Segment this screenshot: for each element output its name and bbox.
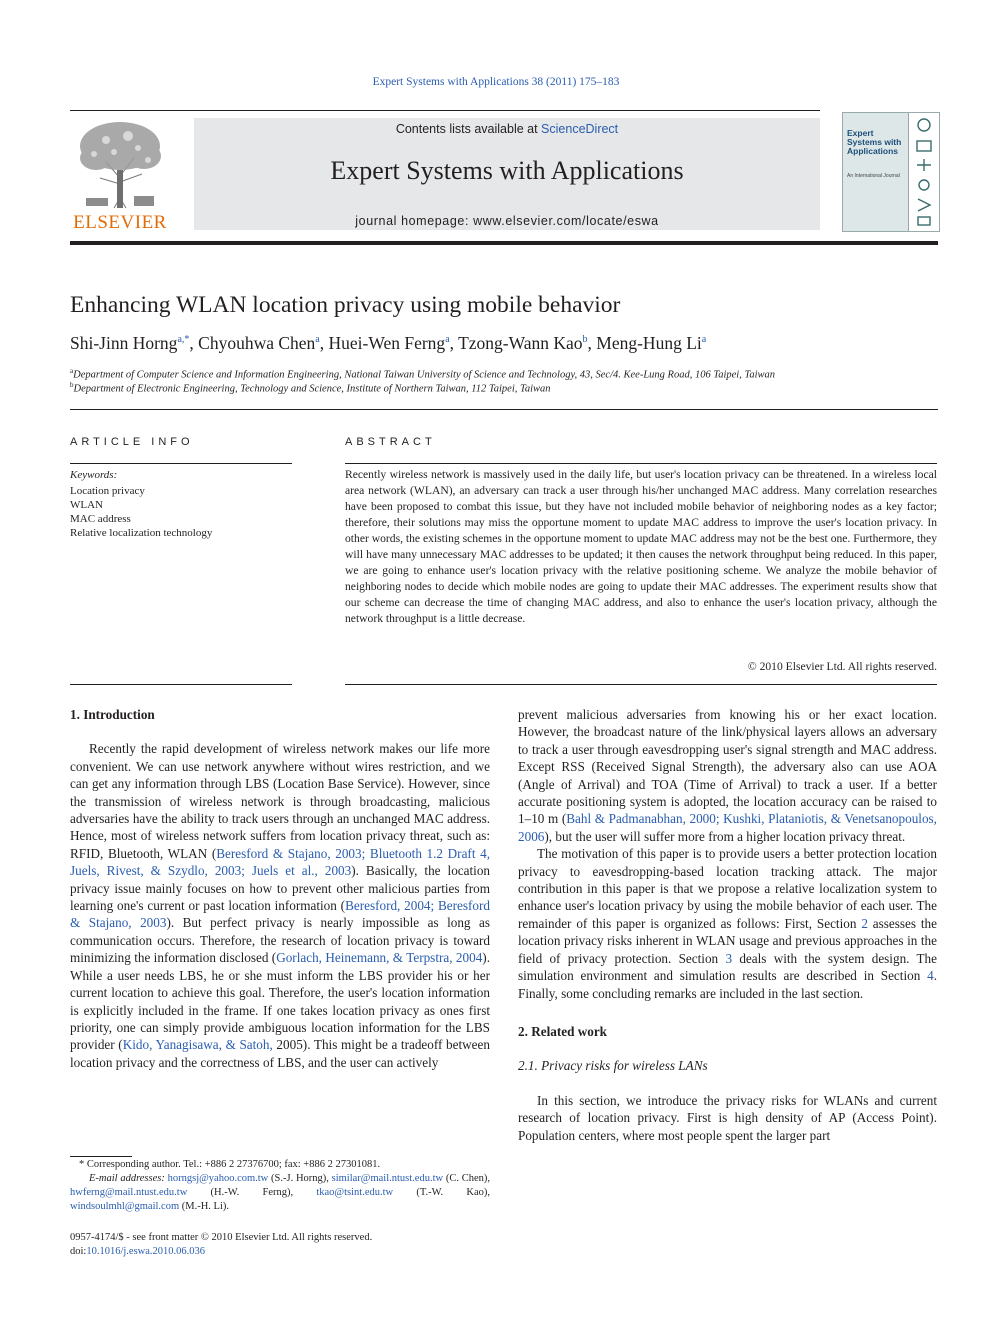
related-paragraph: In this section, we introduce the privacy risks for WLANs and current research of location privacy. First is high density of AP (Access Point). Population centers, where most people spent the larger part — [518, 1092, 937, 1143]
intro-paragraph — [70, 740, 490, 1071]
contents-line — [194, 122, 820, 136]
journal-banner — [194, 118, 820, 230]
divider — [345, 463, 937, 464]
divider — [70, 409, 938, 410]
intro-paragraph — [518, 706, 937, 845]
keyword: Relative localization technology — [70, 527, 213, 539]
header-rule-bottom — [70, 241, 938, 245]
affiliation — [70, 381, 551, 395]
author-name: Tzong-Wann Kao — [458, 333, 583, 353]
author-name: Shi-Jinn Horng — [70, 333, 178, 353]
paragraph-text: assesses the location privacy risks inherent in WLAN usage and previous approaches in the field of privacy protection. Section — [518, 915, 937, 966]
paragraph-text: 2005). This might be a tradeoff between location privacy and the correctness of LBS, and the user can actively — [70, 1037, 490, 1070]
email-owner: (M.-H. Li). — [179, 1201, 229, 1212]
cover-subtitle: An International Journal — [847, 173, 900, 179]
affiliation-text: Department of Electronic Engineering, Technology and Science, Institute of Northern Taiwan, 112 Taipei, Taiwan — [73, 383, 551, 395]
keyword: WLAN — [70, 499, 103, 511]
doi-line — [70, 1245, 490, 1259]
email-addresses — [70, 1172, 490, 1214]
affiliation-mark: a — [70, 367, 74, 375]
email-link[interactable]: horngsj@yahoo.com.tw — [167, 1173, 269, 1184]
issn-line: 0957-4174/$ - see front matter © 2010 Elsevier Ltd. All rights reserved. — [70, 1232, 373, 1243]
journal-cover — [842, 112, 940, 232]
keyword: Location privacy — [70, 485, 145, 497]
email-owner: (S.-J. Horng), — [268, 1173, 332, 1184]
section-heading: 1. Introduction — [70, 707, 155, 722]
sciencedirect-link[interactable]: ScienceDirect — [541, 122, 619, 136]
author-name: Huei-Wen Ferng — [328, 333, 446, 353]
paragraph-text: prevent malicious adversaries from knowing his or her exact location. However, the broadcast nature of the link/physical layers allows an adversary to track a user through eavesdropping user's signal strength and MAC address. Except RSS (Received Signal Strength), the adversary also can use AOA (Angle of Arrival) and TOA (Time of Arrival) to track a user. If a better accurate positioning system is adopted, the location accuracy can be raised to 1–10 m ( — [518, 707, 937, 827]
keywords-label: Keywords: — [70, 469, 118, 481]
journal-name: Expert Systems with Applications — [330, 156, 684, 185]
doi-link[interactable]: 10.1016/j.eswa.2010.06.036 — [86, 1246, 206, 1257]
paragraph-text: ), but the user will suffer more from a higher location privacy threat. — [544, 828, 906, 844]
author-affil-mark[interactable]: a — [445, 334, 450, 346]
abstract-text: Recently wireless network is massively used in the daily life, but user's location privacy can be threatened. In a wireless local area network (WLAN), an adversary can track a user through his/her unchanged MAC address. Many correlation researches have been proposed to combat this issue, but they have not included mobile behavior of neighboring nodes as a key factor; therefore, their solutions may miss the opportune moment to update MAC address to improve the user's location privacy. In other words, the existing schemes in the opportune moment to update MAC address may not be the best one. Furthermore, they will have many unnecessary MAC addresses to be updated; it then causes the network throughput being reduced. In this paper, we are going to enhance user's location privacy with the relative positioning scheme. We analyze the mobile behavior of neighboring nodes to decide which mobile nodes are going to update their MAC addresses. The experiment results show that our scheme can decrease the time of changing MAC address, and also to enhance the user's location privacy, although the network throughput is a little decrease. — [345, 468, 937, 625]
section-heading: 2. Related work — [518, 1023, 608, 1039]
email-link[interactable]: hwferng@mail.ntust.edu.tw — [70, 1187, 188, 1198]
article-info-heading: ARTICLE INFO — [70, 436, 194, 448]
intro-paragraph — [518, 845, 937, 1002]
divider — [70, 684, 292, 685]
author-affil-mark[interactable]: b — [582, 334, 588, 346]
corresponding-author-note: * Corresponding author. Tel.: +886 2 27376700; fax: +886 2 27301081. — [79, 1159, 381, 1170]
divider — [70, 463, 292, 464]
cover-icon-strip — [908, 113, 939, 231]
email-link[interactable]: tkao@tsint.edu.tw — [316, 1187, 394, 1198]
paragraph-text: ). While a user needs LBS, he or she must inform the LBS provider his or her current location to achieve this goal. Therefore, the user's location information is explicitly included in the frame. If one takes location privacy as ones first priority, one can simply provide ambiguous location information for the LBS provider ( — [70, 950, 490, 1053]
citation-link[interactable]: Kido, Yanagisawa, & Satoh, — [122, 1037, 273, 1053]
paragraph-text: ). But perfect privacy is nearly impossible as long as communication occurs. Therefore, the research of location privacy is toward minimizing the information disclosed ( — [70, 915, 490, 966]
affiliation — [70, 367, 775, 381]
section-link[interactable]: 2 — [861, 915, 868, 931]
cover-icons-icon — [909, 113, 939, 231]
elsevier-logo — [70, 118, 170, 236]
elsevier-wordmark: ELSEVIER — [73, 212, 167, 233]
author-affil-mark[interactable]: a,* — [177, 334, 190, 346]
author-list: Shi-Jinn Horng$^{a,*}$, Chyouhwa Chen$^a$, Huei-Wen Ferng$^a$, Tzong-Wann Kao$^b$, Meng-Hung Li$^a$ — [70, 333, 707, 353]
right-column — [518, 706, 937, 1144]
author-name: Chyouhwa Chen — [198, 333, 316, 353]
author-affil-mark[interactable]: a — [701, 334, 707, 346]
email-link[interactable]: similar@mail.ntust.edu.tw — [331, 1173, 444, 1184]
email-owner: (H.-W. Ferng), — [187, 1187, 317, 1198]
abstract-heading: ABSTRACT — [345, 436, 436, 448]
keyword-list — [70, 484, 212, 540]
left-column — [70, 706, 490, 1071]
journal-homepage[interactable]: journal homepage: www.elsevier.com/locate/eswa — [355, 214, 659, 228]
author-affil-mark[interactable]: a — [315, 334, 320, 346]
affiliation-text: Department of Computer Science and Information Engineering, National Taiwan University of Science and Technology, 43, Sec/4. Kee-Lung Road, 106 Taipei, Taiwan — [73, 369, 776, 381]
email-owner: (C. Chen), — [443, 1173, 490, 1184]
citation-link[interactable]: Gorlach, Heinemann, & Terpstra, 2004 — [276, 950, 483, 966]
paragraph-text: . Finally, some concluding remarks are included in the last section. — [518, 968, 937, 1001]
paragraph-text: Recently the rapid development of wireless network makes our life more convenient. We can use network anywhere without wires restriction, and we can get any information through LBS (Location Base Service). However, since the transmission of wireless network is through broadcasting, malicious adversaries have the ability to track users through an unchanged MAC address. Hence, most of wireless network suffers from location privacy threat, such as: RFID, Bluetooth, WLAN ( — [70, 741, 490, 861]
article-title: Enhancing WLAN location privacy using mobile behavior — [70, 292, 621, 318]
footnote-rule — [70, 1156, 132, 1157]
section-link[interactable]: 3 — [725, 950, 733, 966]
divider — [345, 684, 937, 685]
paragraph-text: The motivation of this paper is to provide users a better protection location privacy to eavesdropping-based location tracking attack. The major contribution in this paper is that we propose a relative localization system to enhance user's location privacy by using the mobile behavior of each user. The remainder of this paper is organized as follows: First, Section — [518, 846, 937, 931]
keyword: MAC address — [70, 513, 131, 525]
email-owner: (T.-W. Kao), — [393, 1187, 490, 1198]
elsevier-tree-icon — [70, 118, 170, 210]
doi-label: doi: — [70, 1246, 87, 1257]
author-name: Meng-Hung Li — [596, 333, 702, 353]
email-label: E-mail addresses: — [89, 1173, 165, 1184]
citation-link[interactable]: Beresford, 2004; Beresford & Stajano, 2003 — [70, 898, 490, 931]
cover-title: Expert Systems with Applications — [847, 128, 902, 156]
paragraph-text: deals with the system design. The simulation environment and simulation results are described in Section — [518, 950, 938, 984]
citation-link[interactable]: Beresford & Stajano, 2003; Bluetooth 1.2 Draft 4, Juels, Rivest, & Szydlo, 2003; Juels et al., 2003 — [70, 845, 490, 879]
subsection-heading: 2.1. Privacy risks for wireless LANs — [518, 1058, 708, 1074]
header-rule-top — [70, 110, 820, 111]
citation-link[interactable]: Bahl & Padmanabhan, 2000; Kushki, Plataniotis, & Venetsanopoulos, 2006 — [518, 811, 937, 844]
affiliation-mark: b — [70, 381, 74, 389]
journal-citation[interactable]: Expert Systems with Applications 38 (2011) 175–183 — [372, 76, 620, 88]
paragraph-text: ). Basically, the location privacy issue mainly focuses on how to prevent other malicious parties from learning one's current or past location information ( — [70, 863, 491, 914]
section-link[interactable]: 4 — [927, 968, 934, 984]
contents-prefix: Contents lists available at — [395, 122, 542, 136]
abstract-copyright: © 2010 Elsevier Ltd. All rights reserved. — [747, 660, 937, 673]
email-link[interactable]: windsoulmhl@gmail.com — [70, 1201, 180, 1212]
